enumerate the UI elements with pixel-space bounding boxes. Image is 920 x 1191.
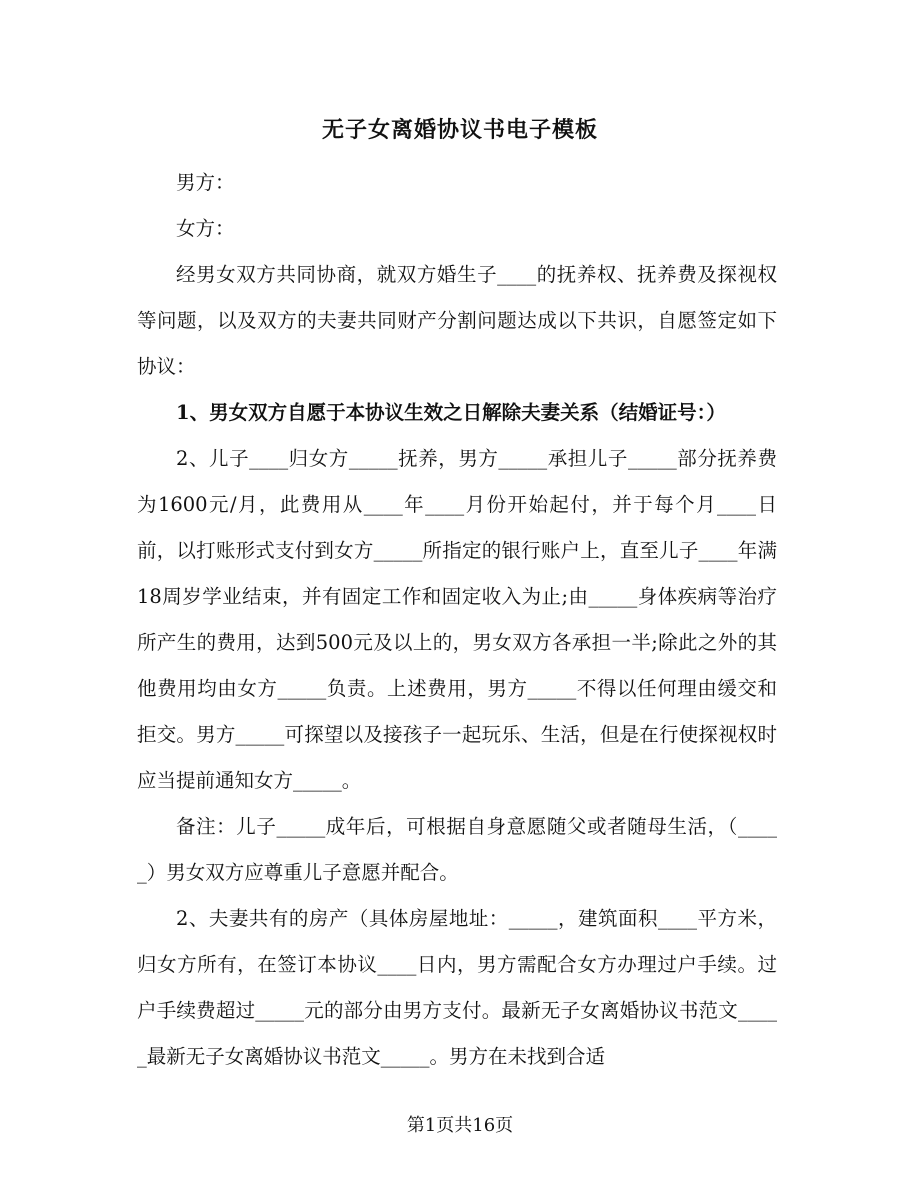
clause-1-heading: 1、男女双方自愿于本协议生效之日解除夫妻关系（结婚证号：）: [176, 401, 726, 424]
document-body: [137, 160, 777, 1080]
intro-paragraph: 经男女双方共同协商，就双方婚生子____的抚养权、抚养费及探视权等问题，以及双方的夫妻共同财产分割问题达成以下共识，自愿签定如下协议：: [137, 263, 777, 378]
remark-paragraph: 备注：儿子_____成年后，可根据自身意愿随父或者随母生活，（_____）男女双方应尊重儿子意愿并配合。: [137, 815, 777, 884]
clause-2-child-support: 2、儿子____归女方_____抚养，男方_____承担儿子_____部分抚养费为1600元/月，此费用从____年____月份开始起付，并于每个月____日前，以打账形式支付到女方_____所指定的银行账户上，直至儿子____年满18周岁学业结束，并有固定工作和固定收入为止;由_____身体疾病等治疗所产生的费用，达到500元及以上的，男女双方各承担一半;除此之外的其他费用均由女方_____负责。上述费用，男方_____不得以任何理由缓交和拒交。男方_____可探望以及接孩子一起玩乐、生活，但是在行使探视权时应当提前通知女方_____。: [137, 447, 777, 792]
female-party-line: 女方：: [176, 217, 235, 240]
male-party-line: 男方：: [176, 171, 235, 194]
page-number-footer: 第1页共16页: [406, 1115, 514, 1136]
clause-2-property: 2、夫妻共有的房产（具体房屋地址：_____，建筑面积____平方米，归女方所有，在签订本协议____日内，男方需配合女方办理过户手续。过户手续费超过_____元的部分由男方支付。最新无子女离婚协议书范文_____最新无子女离婚协议书范文_____。男方在未找到合适: [137, 907, 777, 1068]
document-title: 无子女离婚协议书电子模板: [321, 117, 598, 143]
